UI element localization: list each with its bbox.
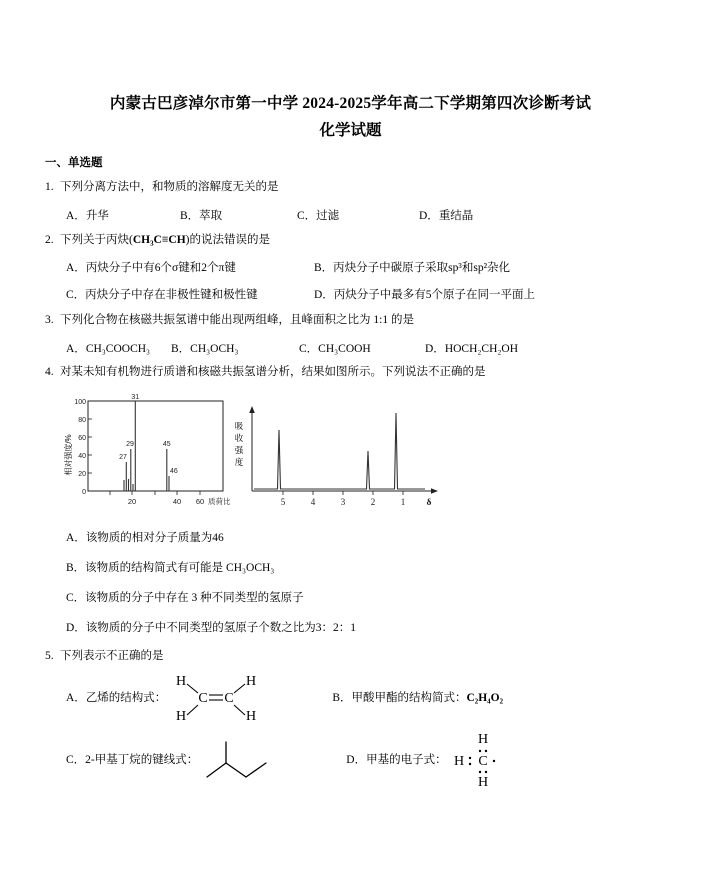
question-5-text: 下列表示不正确的是	[60, 649, 164, 662]
question-2-option-d[interactable]: D．丙炔分子中最多有5个原子在同一平面上	[314, 289, 536, 302]
svg-text:收: 收	[234, 432, 244, 443]
ethylene-structure-diagram	[170, 670, 262, 724]
question-3-option-c[interactable]: C．CH₃COOH	[299, 343, 371, 355]
question-4-stem-row	[45, 365, 661, 381]
question-2-options-row-2	[66, 286, 701, 302]
question-2-options-row-1	[66, 259, 701, 275]
svg-text:40: 40	[172, 496, 182, 506]
svg-text:80: 80	[78, 416, 86, 424]
svg-text:5: 5	[280, 496, 286, 507]
methyl-radical-lewis-structure	[451, 730, 507, 788]
question-2-text-post: )的说法错误的是	[185, 233, 270, 246]
ms-x-ticks	[128, 497, 204, 506]
svg-text:20: 20	[78, 470, 86, 478]
nmr-trace	[254, 413, 425, 489]
question-1-option-c[interactable]: C．过滤	[297, 209, 340, 222]
question-5-option-c[interactable]: C．2-甲基丁烷的键线式：	[66, 754, 199, 767]
ms-y-ticks	[74, 399, 86, 496]
section-heading: 一、单选题	[45, 157, 103, 170]
question-1-option-a[interactable]: A．升华	[66, 209, 109, 222]
svg-text:2: 2	[370, 496, 376, 507]
question-2-options	[66, 259, 701, 302]
question-1-options	[66, 207, 701, 223]
question-2-number: 2.	[45, 233, 54, 246]
question-2-option-c[interactable]: C．丙炔分子中存在非极性键和极性键	[66, 289, 258, 302]
question-2-option-a[interactable]: A．丙炔分子中有6个σ键和2个π键	[66, 262, 236, 275]
svg-text:29: 29	[126, 440, 134, 448]
document-title	[0, 92, 701, 145]
svg-text:H: H	[176, 674, 187, 690]
title-line-1: 内蒙古巴彦淖尔市第一中学 2024-2025学年高二下学期第四次诊断考试	[109, 95, 592, 112]
question-4-option-a[interactable]: A．该物质的相对分子质量为46	[66, 531, 224, 544]
question-1-option-d[interactable]: D．重结晶	[419, 209, 474, 222]
ms-peak-labels	[119, 394, 178, 475]
question-5-option-b[interactable]: B．甲酸甲酯的结构简式：C₂H₄O₂	[332, 692, 504, 705]
ms-y-axis-label: 相对强度/%	[64, 433, 73, 476]
question-4-options	[66, 529, 701, 635]
question-2-stem-row	[45, 233, 661, 249]
question-4-option-d[interactable]: D．该物质的分子中不同类型的氢原子个数之比为3：2：1	[66, 621, 357, 634]
question-1-option-b[interactable]: B．萃取	[180, 209, 223, 222]
question-2-formula: CH₃C≡CH	[132, 233, 186, 246]
question-4-option-c[interactable]: C．该物质的分子中存在 3 种不同类型的氢原子	[66, 591, 304, 604]
question-4-number: 4.	[45, 366, 54, 378]
question-3-option-d[interactable]: D．HOCH₂CH₂OH	[425, 343, 519, 355]
question-3	[45, 313, 661, 329]
question-1-number: 1.	[45, 181, 54, 194]
svg-text:60: 60	[78, 434, 86, 442]
question-5-option-a[interactable]: A．乙烯的结构式：	[66, 692, 167, 705]
svg-text:45: 45	[162, 440, 171, 448]
svg-text:0: 0	[82, 488, 86, 496]
question-5	[45, 649, 661, 665]
ms-x-axis-label: 质荷比	[208, 496, 231, 506]
nmr-y-axis-label: 吸	[234, 420, 244, 431]
question-3-option-a[interactable]: A．CH₃COOCH₃	[66, 343, 151, 355]
svg-text:27: 27	[119, 453, 127, 461]
svg-text:100: 100	[74, 398, 86, 406]
svg-text:H: H	[246, 674, 257, 690]
svg-text:C: C	[224, 691, 234, 707]
svg-text:度: 度	[234, 456, 244, 467]
methylbutane-skeletal-diagram	[202, 737, 284, 781]
svg-text:4: 4	[310, 496, 316, 507]
question-5-stem-row	[45, 649, 661, 665]
question-5-number: 5.	[45, 649, 54, 662]
svg-text:H: H	[477, 775, 488, 789]
svg-text:C: C	[477, 754, 488, 770]
svg-text:40: 40	[78, 452, 86, 460]
svg-text:H: H	[246, 709, 257, 725]
svg-text:60: 60	[195, 496, 205, 506]
title-line-2: 化学试题	[319, 122, 382, 140]
question-4	[45, 365, 661, 381]
question-3-options	[66, 340, 701, 356]
question-3-option-b[interactable]: B．CH₃OCH₃	[171, 343, 239, 355]
nmr-x-ticks	[281, 497, 406, 507]
svg-text:C: C	[198, 691, 208, 707]
nmr-x-axis-label: δ	[426, 497, 432, 508]
question-1	[45, 180, 661, 196]
question-5-option-d[interactable]: D．甲基的电子式：	[346, 754, 447, 767]
question-4-figure	[60, 389, 460, 517]
svg-text:20: 20	[127, 496, 137, 506]
svg-text:1: 1	[400, 496, 406, 507]
question-3-number: 3.	[45, 314, 54, 327]
question-1-text: 下列分离方法中，和物质的溶解度无关的是	[60, 181, 279, 194]
question-2	[45, 233, 661, 249]
question-3-text: 下列化合物在核磁共振氢谱中能出现两组峰，且峰面积之比为 1:1 的是	[60, 314, 414, 327]
question-4-option-b[interactable]: B．该物质的结构简式有可能是 CH₃OCH₃	[66, 561, 275, 574]
question-2-text-pre: 下列关于丙炔(	[60, 233, 133, 246]
question-2-option-b[interactable]: B．丙炔分子中碳原子采取sp³和sp²杂化	[314, 262, 511, 275]
question-1-stem-row	[45, 180, 661, 196]
svg-text:3: 3	[340, 496, 346, 507]
svg-text:H: H	[176, 709, 187, 725]
nmr-spectrum-chart	[230, 389, 460, 517]
svg-text:H: H	[453, 754, 464, 770]
question-5-options-row-2	[66, 730, 701, 788]
svg-text:强: 强	[234, 444, 244, 455]
question-3-stem-row	[45, 313, 661, 329]
question-4-text: 对某未知有机物进行质谱和核磁共振氢谱分析，结果如图所示。下列说法不正确的是	[60, 366, 486, 378]
svg-text:46: 46	[170, 467, 178, 475]
svg-text:H: H	[477, 732, 488, 748]
methyl-formate-formula: C₂H₄O₂	[466, 692, 504, 705]
mass-spectrum-chart	[60, 389, 235, 517]
svg-text:31: 31	[131, 393, 140, 401]
question-5-options-row-1	[66, 670, 701, 724]
